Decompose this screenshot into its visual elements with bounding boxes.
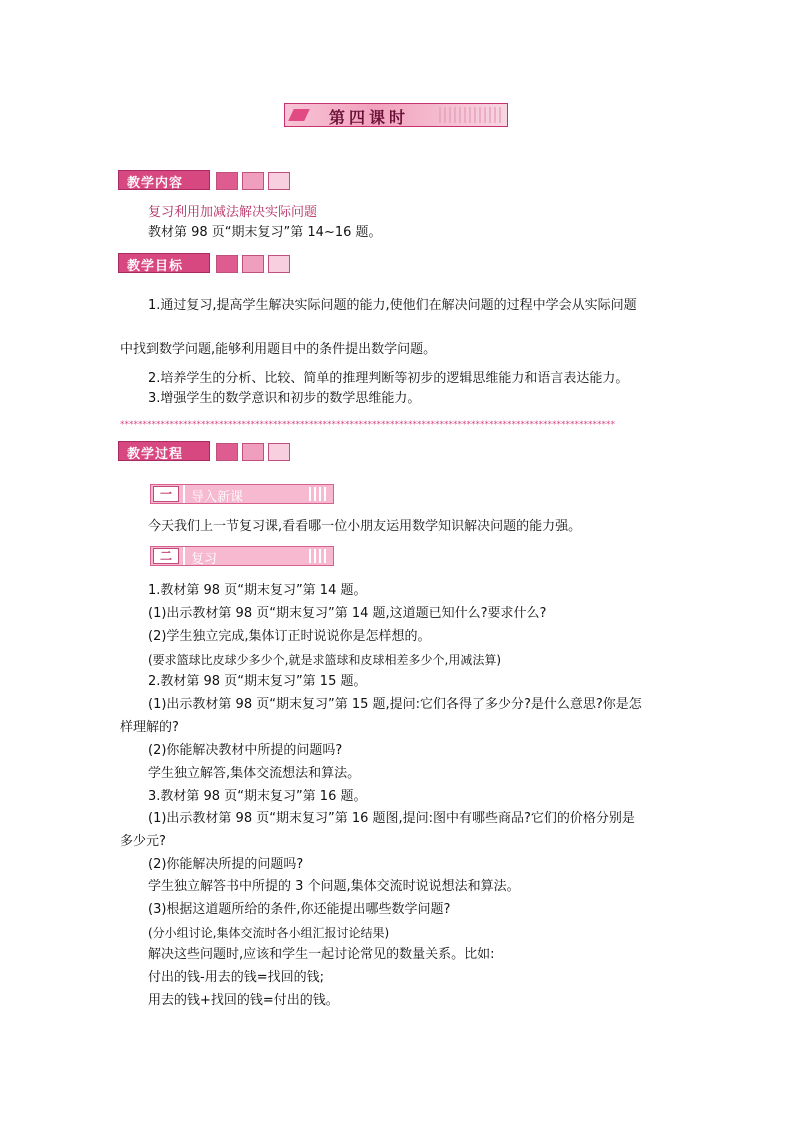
- star-divider: **************************************************************************************************************: [120, 420, 615, 430]
- divider: [183, 485, 185, 503]
- square-decoration: [242, 172, 264, 190]
- bars-decoration: [309, 549, 329, 563]
- subsection-number: 一: [153, 486, 179, 502]
- review-line: 多少元?: [120, 834, 166, 849]
- goal-line-1: 1.通过复习,提高学生解决实际问题的能力,使他们在解决问题的过程中学会从实际问题: [148, 298, 637, 313]
- goal-line-3: 3.增强学生的数学意识和初步的数学思维能力。: [148, 391, 421, 406]
- review-line: (3)根据这道题所给的条件,你还能提出哪些数学问题?: [148, 902, 451, 917]
- review-line: 3.教材第 98 页“期末复习”第 16 题。: [148, 789, 367, 804]
- review-line: 学生独立解答,集体交流想法和算法。: [148, 766, 361, 781]
- review-line: (分小组讨论,集体交流时各小组汇报讨论结果): [148, 926, 390, 940]
- section-label: [118, 253, 210, 273]
- square-decoration: [268, 255, 290, 273]
- review-line: (1)出示教材第 98 页“期末复习”第 16 题图,提问:图中有哪些商品?它们的价格分别是: [148, 811, 635, 826]
- review-line: (2)你能解决教材中所提的问题吗?: [148, 743, 343, 758]
- section-header-process: [118, 441, 298, 463]
- review-line: 用去的钱+找回的钱=付出的钱。: [148, 993, 339, 1008]
- review-line: 1.教材第 98 页“期末复习”第 14 题。: [148, 583, 367, 598]
- goal-line-1-cont: 中找到数学问题,能够利用题目中的条件提出数学问题。: [120, 342, 437, 357]
- review-line: 学生独立解答书中所提的 3 个问题,集体交流时说说想法和算法。: [148, 879, 520, 894]
- section-title: 教学目标: [127, 259, 184, 274]
- review-line: (要求篮球比皮球少多少个,就是求篮球和皮球相差多少个,用减法算): [148, 653, 501, 667]
- review-line: (2)你能解决所提的问题吗?: [148, 857, 304, 872]
- square-decoration: [242, 443, 264, 461]
- square-decoration: [216, 255, 238, 273]
- intro-text: 今天我们上一节复习课,看看哪一位小朋友运用数学知识解决问题的能力强。: [148, 519, 582, 534]
- square-decoration: [268, 172, 290, 190]
- subsection-title: 导入新课: [191, 490, 244, 505]
- review-line: 解决这些问题时,应该和学生一起讨论常见的数量关系。比如:: [148, 947, 495, 962]
- content-reference: 教材第 98 页“期末复习”第 14~16 题。: [148, 225, 382, 240]
- divider: [183, 547, 185, 565]
- content-topic: 复习利用加减法解决实际问题: [148, 205, 318, 220]
- section-title: 教学过程: [127, 447, 184, 462]
- goal-line-2: 2.培养学生的分析、比较、简单的推理判断等初步的逻辑思维能力和语言表达能力。: [148, 371, 629, 386]
- section-header-goals: [118, 253, 298, 275]
- review-line: (2)学生独立完成,集体订正时说说你是怎样想的。: [148, 629, 431, 644]
- leaf-decoration-icon: [288, 109, 310, 121]
- review-line: 2.教材第 98 页“期末复习”第 15 题。: [148, 674, 367, 689]
- review-line: (1)出示教材第 98 页“期末复习”第 14 题,这道题已知什么?要求什么?: [148, 606, 547, 621]
- square-decoration: [216, 172, 238, 190]
- section-label: [118, 441, 210, 461]
- subsection-title: 复习: [191, 552, 218, 567]
- square-decoration: [268, 443, 290, 461]
- subsection-header-intro: [150, 484, 334, 504]
- review-line: (1)出示教材第 98 页“期末复习”第 15 题,提问:它们各得了多少分?是什么意思?你是怎: [148, 697, 642, 712]
- subsection-number: 二: [153, 548, 179, 564]
- review-line: 付出的钱-用去的钱=找回的钱;: [148, 970, 324, 985]
- section-title: 教学内容: [127, 176, 184, 191]
- review-line: 样理解的?: [120, 720, 179, 735]
- subsection-header-review: [150, 546, 334, 566]
- bars-decoration: [309, 487, 329, 501]
- lesson-title-banner: [284, 103, 508, 127]
- square-decoration: [216, 443, 238, 461]
- stripe-decoration: [439, 107, 503, 123]
- section-header-content: [118, 170, 298, 192]
- section-label: [118, 170, 210, 190]
- lesson-title: 第四课时: [329, 108, 410, 127]
- square-decoration: [242, 255, 264, 273]
